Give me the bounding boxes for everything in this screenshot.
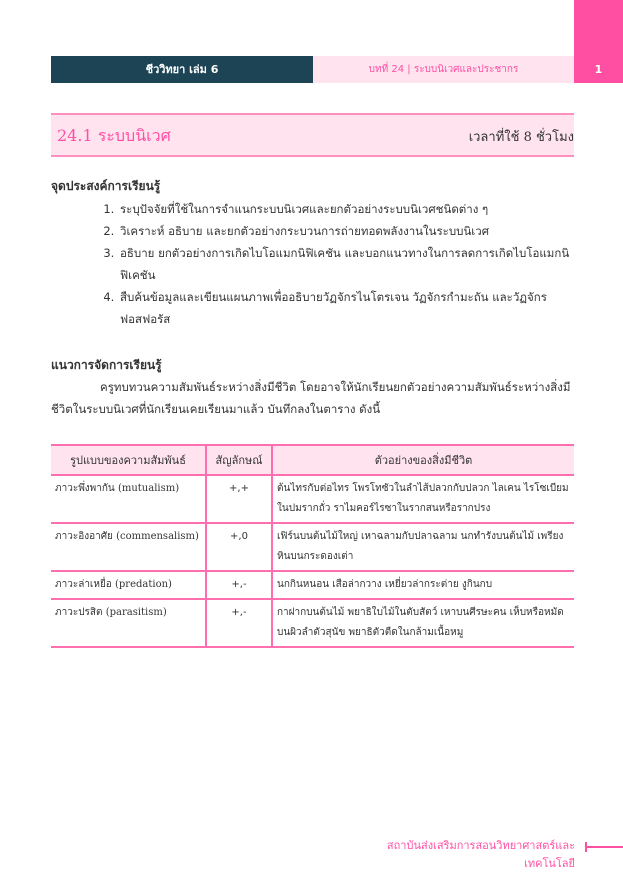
section-time: เวลาที่ใช้ 8 ชั่วโมง [468,130,574,145]
cell-symbol: +,0 [206,523,272,571]
table-header-row [51,445,574,475]
col-header: สัญลักษณ์ [206,445,272,475]
table-row [51,599,574,647]
chapter-title: บทที่ 24 | ระบบนิเวศและประชากร [313,56,574,83]
approach-heading: แนวการจัดการเรียนรู้ [51,358,162,372]
objective-item: 2. วิเคราะห์ อธิบาย และยกตัวอย่างกระบวนการถ่ายทอดพลังงานในระบบนิเวศ [118,220,588,242]
book-title: ชีววิทยา เล่ม 6 [51,56,313,83]
table-row [51,475,574,523]
cell-symbol: +,+ [206,475,272,523]
cell-examples: นกกินหนอน เสือล่ากวาง เหยี่ยวล่ากระต่าย งูกินกบ [272,571,574,599]
objectives-heading: จุดประสงค์การเรียนรู้ [51,179,161,193]
footer-org: สถาบันส่งเสริมการสอนวิทยาศาสตร์และเทคโนโลยี [386,839,575,870]
page-number: 1 [594,63,603,76]
cell-examples: กาฝากบนต้นไม้ พยาธิใบไม้ในตับสัตว์ เหาบนศีรษะคน เห็บหรือหมัดบนผิวลำตัวสุนัข พยาธิตัวตืดในกล้ามเนื้อหมู [272,599,574,647]
objective-item: 4. สืบค้นข้อมูลและเขียนแผนภาพเพื่ออธิบายวัฏจักรไนโตรเจน วัฏจักรกำมะถัน และวัฏจักรฟอสฟอรัส [118,286,588,330]
table-row [51,571,574,599]
col-header: รูปแบบของความสัมพันธ์ [51,445,206,475]
footer-rule [585,846,623,848]
cell-examples: เฟิร์นบนต้นไม้ใหญ่ เหาฉลามกับปลาฉลาม นกทำรังบนต้นไม้ เพรียงหินบนกระดองเต่า [272,523,574,571]
objectives-list [100,198,588,330]
cell-type: ภาวะอิงอาศัย (commensalism) [51,523,206,571]
section-header [51,113,574,157]
relationship-table [51,444,574,648]
cell-symbol: +,- [206,599,272,647]
approach-text: ครูทบทวนความสัมพันธ์ระหว่างสิ่งมีชีวิต โดยอาจให้นักเรียนยกตัวอย่างความสัมพันธ์ระหว่างสิ่งมีชีวิตในระบบนิเวศที่นักเรียนเคยเรียนมาแล้ว บันทึกลงในตาราง ดังนี้ [51,380,571,416]
cell-symbol: +,- [206,571,272,599]
table-row [51,523,574,571]
cell-type: ภาวะปรสิต (parasitism) [51,599,206,647]
cell-type: ภาวะล่าเหยื่อ (predation) [51,571,206,599]
objective-item: 3. อธิบาย ยกตัวอย่างการเกิดไบโอแมกนิฟิเคชัน และบอกแนวทางในการลดการเกิดไบโอแมกนิฟิเคชัน [118,242,588,286]
cell-examples: ต้นไทรกับต่อไทร โพรโทซัวในลำไส้ปลวกกับปลวก ไลเคน ไรโซเบียมในปมรากถั่ว ราไมคอร์ไรซาในรากสนหรือรากปรง [272,475,574,523]
objective-item: 1. ระบุปัจจัยที่ใช้ในการจำแนกระบบนิเวศและยกตัวอย่างระบบนิเวศชนิดต่าง ๆ [118,198,588,220]
section-title: 24.1 ระบบนิเวศ [57,126,171,145]
col-header: ตัวอย่างของสิ่งมีชีวิต [272,445,574,475]
cell-type: ภาวะพึ่งพากัน (mutualism) [51,475,206,523]
